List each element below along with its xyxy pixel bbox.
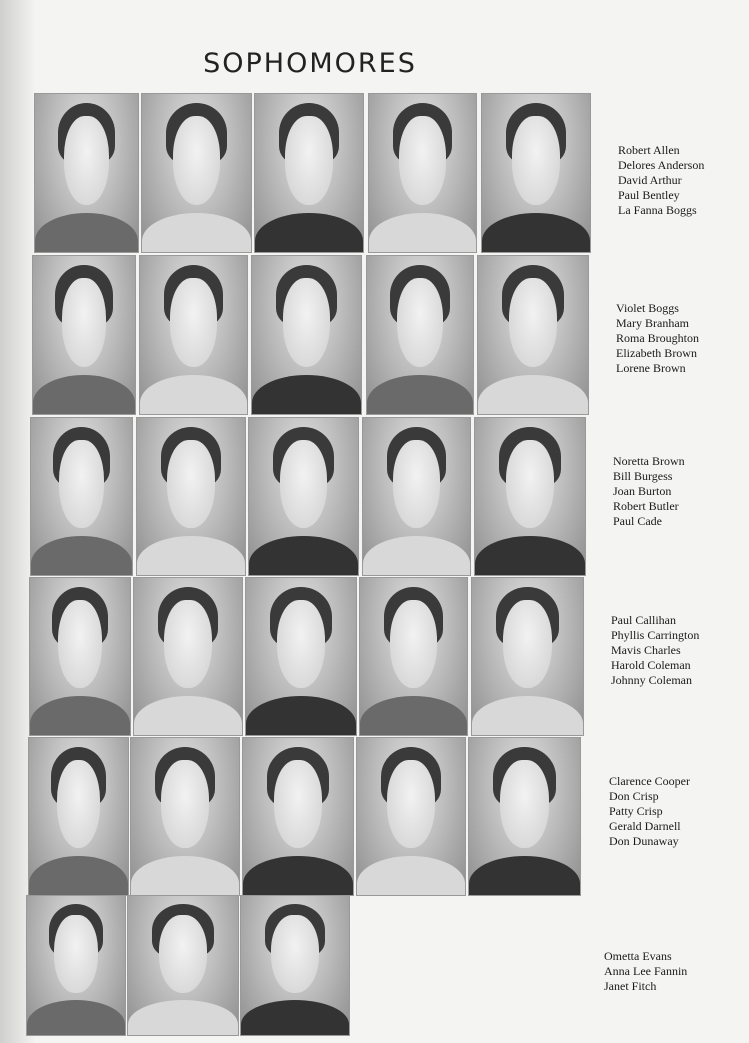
portrait-face xyxy=(274,760,322,848)
student-portrait xyxy=(251,255,362,415)
row-name-list xyxy=(609,774,690,849)
portrait-face xyxy=(283,278,331,366)
student-portrait xyxy=(356,737,466,896)
portrait-shoulders xyxy=(246,696,356,736)
portrait-face xyxy=(390,600,437,688)
page-title: SOPHOMORES xyxy=(203,48,417,80)
student-portrait xyxy=(130,737,240,896)
student-portrait xyxy=(254,93,364,253)
portrait-shoulders xyxy=(137,536,245,576)
portrait-shoulders xyxy=(33,375,135,416)
student-portrait xyxy=(471,577,584,736)
row-name-list xyxy=(616,301,699,376)
student-name: Elizabeth Brown xyxy=(616,346,697,360)
portrait-shoulders xyxy=(478,375,588,416)
portrait-face xyxy=(387,760,435,848)
student-portrait xyxy=(362,417,471,576)
portrait-face xyxy=(277,600,325,688)
portrait-shoulders xyxy=(243,856,353,896)
student-portrait xyxy=(248,417,359,576)
portrait-face xyxy=(271,915,319,993)
student-name: Ometta Evans xyxy=(604,949,672,963)
student-name: Janet Fitch xyxy=(604,979,657,993)
portrait-shoulders xyxy=(363,536,470,576)
student-name: Noretta Brown xyxy=(613,454,685,468)
student-name: Roma Broughton xyxy=(616,331,699,345)
student-portrait xyxy=(30,417,133,576)
portrait-face xyxy=(57,760,101,848)
student-portrait xyxy=(481,93,591,253)
portrait-shoulders xyxy=(131,856,239,896)
student-name: Paul Cade xyxy=(613,514,662,528)
student-name: Delores Anderson xyxy=(618,158,705,172)
row-name-list xyxy=(604,949,687,994)
student-name: Johnny Coleman xyxy=(611,673,692,687)
portrait-face xyxy=(285,116,333,204)
portrait-face xyxy=(503,600,552,688)
row-name-list xyxy=(618,143,704,218)
portrait-face xyxy=(164,600,212,688)
student-name: Harold Coleman xyxy=(611,658,691,672)
student-name: Robert Butler xyxy=(613,499,679,513)
portrait-shoulders xyxy=(367,375,473,416)
student-name: Bill Burgess xyxy=(613,469,673,483)
student-portrait xyxy=(133,577,243,736)
portrait-face xyxy=(62,278,107,366)
student-portrait xyxy=(474,417,586,576)
portrait-face xyxy=(509,278,557,366)
student-portrait xyxy=(477,255,589,415)
student-name: Don Crisp xyxy=(609,789,659,803)
portrait-face xyxy=(58,600,102,688)
portrait-face xyxy=(397,278,444,366)
portrait-face xyxy=(500,760,549,848)
student-name: Robert Allen xyxy=(618,143,680,157)
student-portrait xyxy=(240,895,350,1036)
portrait-shoulders xyxy=(140,375,247,416)
student-portrait xyxy=(26,895,126,1036)
student-name: Phyllis Carrington xyxy=(611,628,700,642)
portrait-shoulders xyxy=(252,375,361,416)
portrait-face xyxy=(512,116,560,204)
portrait-face xyxy=(54,915,97,993)
student-name: Patty Crisp xyxy=(609,804,663,818)
portrait-shoulders xyxy=(31,536,132,576)
student-name: David Arthur xyxy=(618,173,682,187)
portrait-face xyxy=(161,760,209,848)
portrait-face xyxy=(159,915,207,993)
student-portrait xyxy=(359,577,468,736)
portrait-shoulders xyxy=(469,856,580,896)
portrait-shoulders xyxy=(249,536,358,576)
portrait-shoulders xyxy=(35,213,138,254)
portrait-shoulders xyxy=(357,856,465,896)
student-name: Violet Boggs xyxy=(616,301,679,315)
portrait-face xyxy=(173,116,221,204)
portrait-shoulders xyxy=(30,696,130,736)
student-portrait xyxy=(141,93,252,253)
portrait-shoulders xyxy=(482,213,590,254)
student-name: La Fanna Boggs xyxy=(618,203,697,217)
portrait-face xyxy=(64,116,109,204)
student-name: Paul Bentley xyxy=(618,188,680,202)
student-name: Paul Callihan xyxy=(611,613,676,627)
student-portrait xyxy=(28,737,129,896)
portrait-face xyxy=(506,440,554,528)
student-portrait xyxy=(127,895,239,1036)
student-portrait xyxy=(366,255,474,415)
row-name-list xyxy=(611,613,699,688)
portrait-shoulders xyxy=(360,696,467,736)
student-name: Mavis Charles xyxy=(611,643,681,657)
student-portrait xyxy=(242,737,354,896)
portrait-face xyxy=(399,116,446,204)
student-name: Mary Branham xyxy=(616,316,689,330)
portrait-shoulders xyxy=(134,696,242,736)
portrait-face xyxy=(59,440,103,528)
student-portrait xyxy=(29,577,131,736)
portrait-face xyxy=(393,440,440,528)
student-name: Anna Lee Fannin xyxy=(604,964,688,978)
student-name: Don Dunaway xyxy=(609,834,679,848)
portrait-shoulders xyxy=(142,213,251,254)
student-portrait xyxy=(139,255,248,415)
portrait-shoulders xyxy=(255,213,363,254)
portrait-shoulders xyxy=(472,696,583,736)
student-portrait xyxy=(32,255,136,415)
student-portrait xyxy=(34,93,139,253)
portrait-shoulders xyxy=(128,1000,238,1036)
student-portrait xyxy=(368,93,477,253)
portrait-face xyxy=(170,278,217,366)
student-name: Joan Burton xyxy=(613,484,672,498)
portrait-shoulders xyxy=(29,856,128,896)
portrait-shoulders xyxy=(241,1000,349,1036)
student-portrait xyxy=(136,417,246,576)
portrait-shoulders xyxy=(27,1000,125,1036)
portrait-shoulders xyxy=(475,536,585,576)
row-name-list xyxy=(613,454,685,529)
portrait-face xyxy=(167,440,215,528)
student-name: Clarence Cooper xyxy=(609,774,690,788)
student-name: Lorene Brown xyxy=(616,361,686,375)
student-portrait xyxy=(245,577,357,736)
student-portrait xyxy=(468,737,581,896)
portrait-face xyxy=(280,440,328,528)
portrait-shoulders xyxy=(369,213,476,254)
student-name: Gerald Darnell xyxy=(609,819,681,833)
